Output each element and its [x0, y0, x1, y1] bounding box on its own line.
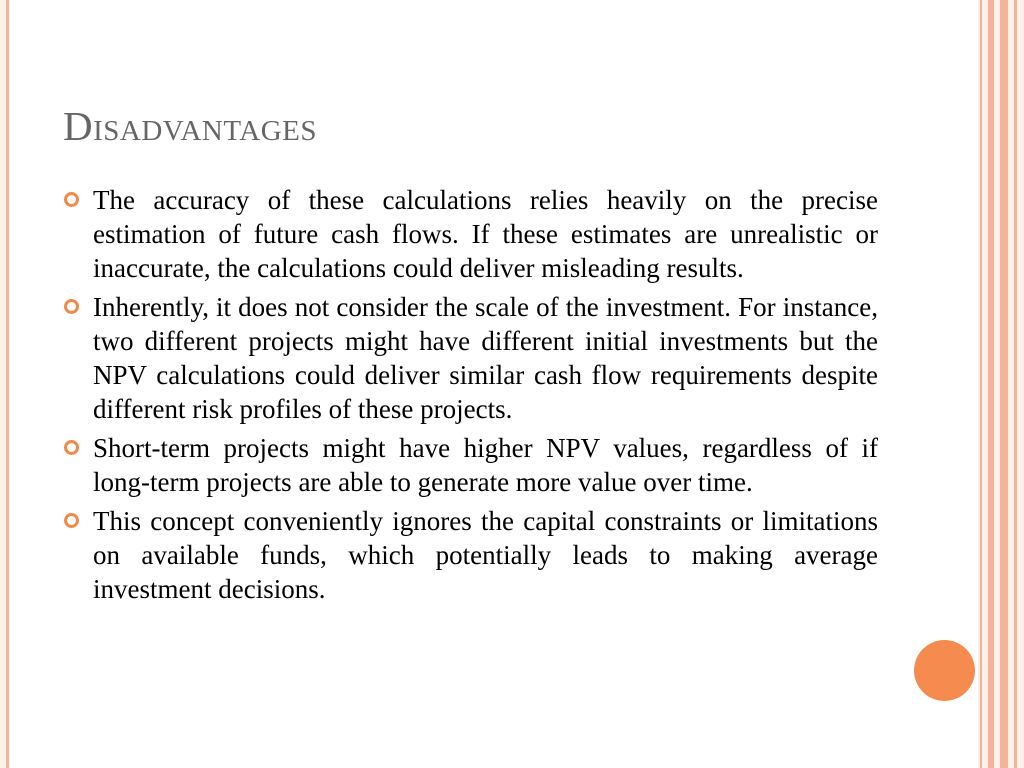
slide-title: Disadvantages	[63, 103, 317, 149]
bullet-item	[60, 290, 878, 426]
circle-bullet-icon	[64, 192, 79, 207]
stripe	[988, 0, 994, 768]
left-frame-border	[6, 0, 9, 768]
bullet-text: Short-term projects might have higher NPV values, regardless of if long-term projects are able to generate more value over time.	[93, 433, 878, 497]
decorative-orange-circle	[914, 640, 975, 701]
bullet-text: The accuracy of these calculations relies heavily on the precise estimation of future cash flows. If these estimates are unrealistic or inaccurate, the calculations could deliver misleading results.	[93, 185, 878, 283]
circle-bullet-icon	[64, 513, 79, 528]
bullet-text: This concept conveniently ignores the capital constraints or limitations on available funds, which potentially leads to making average investment decisions.	[93, 506, 878, 604]
circle-bullet-icon	[64, 440, 79, 455]
right-decorative-stripes	[978, 0, 1024, 768]
bullet-list	[60, 183, 878, 611]
stripe	[980, 0, 982, 768]
bullet-item	[60, 504, 878, 606]
stripe	[1000, 0, 1008, 768]
stripe	[1014, 0, 1017, 768]
bullet-item	[60, 431, 878, 499]
bullet-text: Inherently, it does not consider the scale of the investment. For instance, two different projects might have different initial investments but the NPV calculations could deliver similar cash flow requirements despite different risk profiles of these projects.	[93, 292, 878, 424]
bullet-item	[60, 183, 878, 285]
circle-bullet-icon	[64, 299, 79, 314]
